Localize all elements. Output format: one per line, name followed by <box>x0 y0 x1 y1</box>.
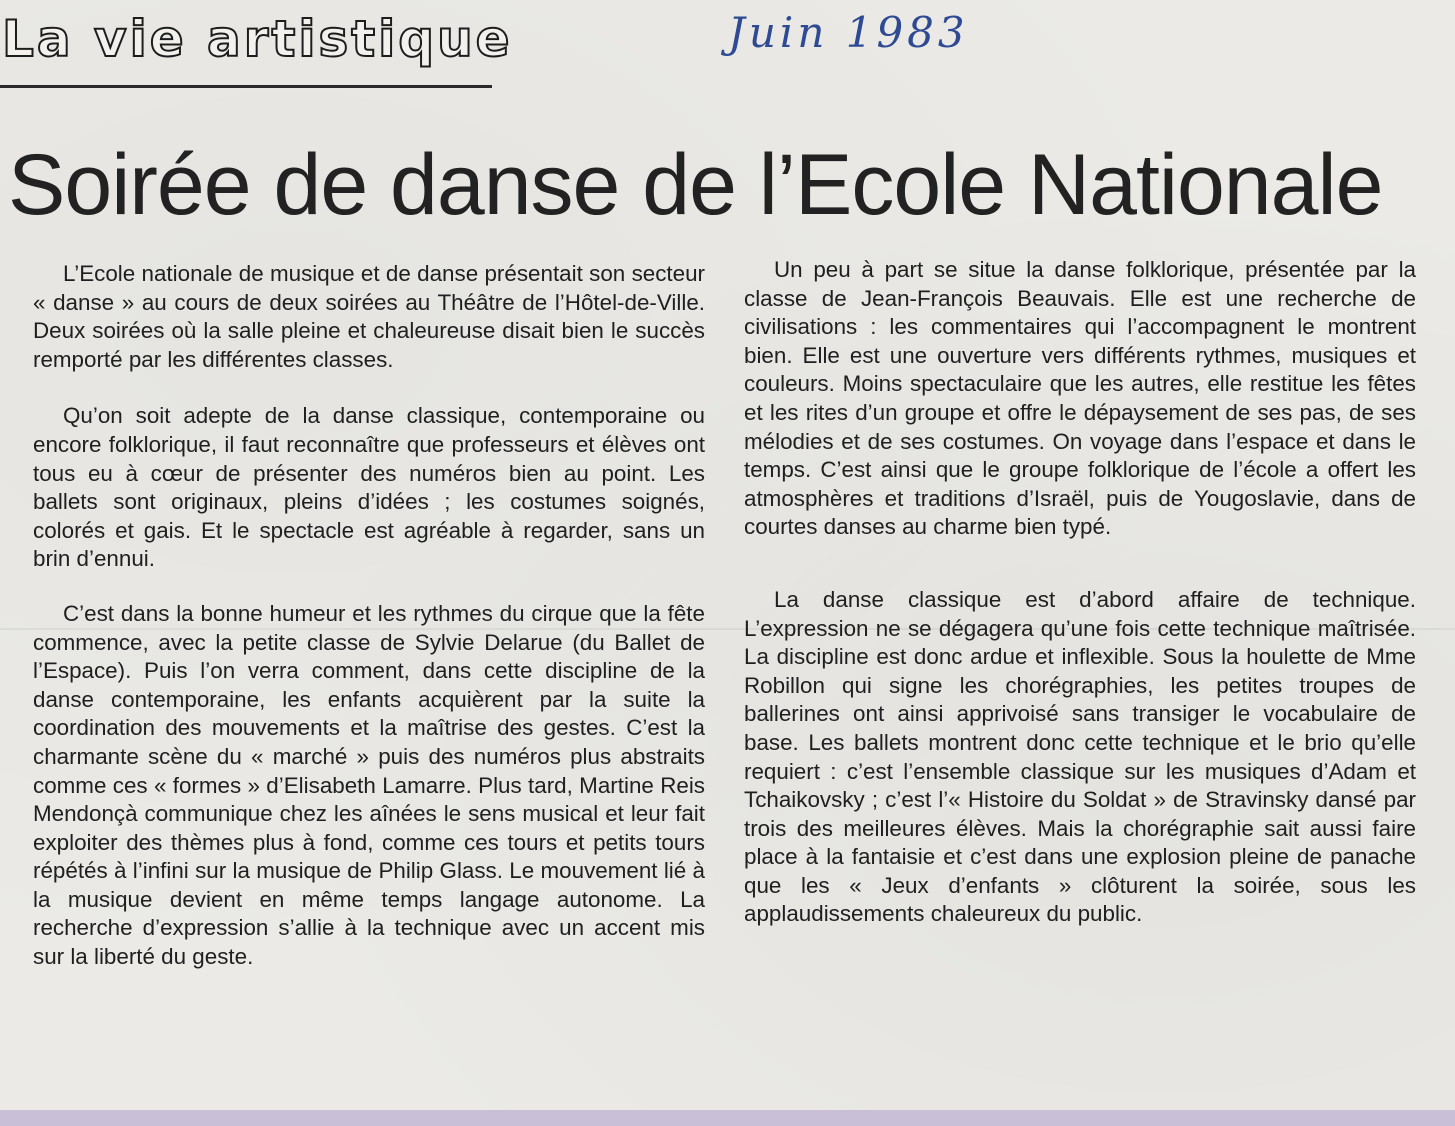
article-paragraph: La danse classique est d’abord affaire de technique. L’expression ne se dégagera qu’une fois cette technique maîtrisée. La discipline est donc ardue et inflexible. Sous la houlette de Mme Robillon qui signe les chorégraphies, les petites troupes de ballerines ont ainsi apprivoisé sans transiger le vocabulaire de base. Les ballets montrent donc cette technique et le brio qu’elle requiert : c’est l’ensemble classique sur les musiques d’Adam et Tchaikovsky ; c’est l’« Histoire du Soldat » de Stravinsky dansé par trois des meilleures élèves. Mais la chorégraphie sait aussi faire place à la fantaisie et c’est dans une explosion pleine de panache que les « Jeux d’enfants » clôturent la soirée, sous les applaudissements chaleureux du public. <box>744 586 1416 927</box>
header-rule <box>0 85 492 88</box>
article-paragraph: Qu’on soit adepte de la danse classique, contemporaine ou encore folklorique, il faut reconnaître que professeurs et élèves ont tous eu à cœur de présenter des numéros bien au point. Les ballets sont originaux, pleins d’idées ; les costumes soignés, colorés et gais. Et le spectacle est agréable à regarder, sans un brin d’ennui. <box>33 403 705 572</box>
section-header: La vie artistique <box>2 10 513 68</box>
article-paragraph: C’est dans la bonne humeur et les rythmes du cirque que la fête commence, avec la petite classe de Sylvie Delarue (du Ballet de l’Espace). Puis l’on verra comment, dans cette discipline de la danse contemporaine, les enfants acquièrent par la suite la coordination des mouvements et la maîtrise des gestes. C’est la charmante scène du « marché » puis des numéros plus abstraits comme ces « formes » d’Elisabeth Lamarre. Plus tard, Martine Reis Mendonçà communique chez les aînées le sens musical et leur fait exploiter des thèmes plus à fond, comme ces tours et petits tours répétés à l’infini sur la musique de Philip Glass. Le mouvement lié à la musique devient en même temps langage autonome. La recherche d’expression s’allie à la technique avec un accent mis sur la liberté du geste. <box>33 600 705 970</box>
article-left-column <box>33 260 705 972</box>
handwritten-date: Juin 1983 <box>728 8 969 57</box>
article-paragraph: L’Ecole nationale de musique et de danse présentait son secteur « danse » au cours de deux soirées au Théâtre de l’Hôtel-de-Ville. Deux soirées où la salle pleine et chaleureuse disait bien le succès remporté par les différentes classes. <box>33 261 705 372</box>
article-paragraph: Un peu à part se situe la danse folklorique, présentée par la classe de Jean-François Beauvais. Elle est une recherche de civilisations : les commentaires qui l’accompagnent le montrent bien. Elle est une ouverture vers différents rythmes, musiques et couleurs. Moins spectaculaire que les autres, elle restitue les fêtes et les rites d’un groupe et offre le dépaysement de ses pas, de ses mélodies et de ses costumes. On voyage dans l’espace et dans le temps. C’est ainsi que le groupe folklorique de l’école a offert les atmosphères et traditions d’Israël, puis de Yougoslavie, dans de courtes danses au charme bien typé. <box>744 257 1416 540</box>
article-right-column <box>744 256 1416 929</box>
article-headline: Soirée de danse de l’Ecole Nationale <box>8 137 1383 233</box>
